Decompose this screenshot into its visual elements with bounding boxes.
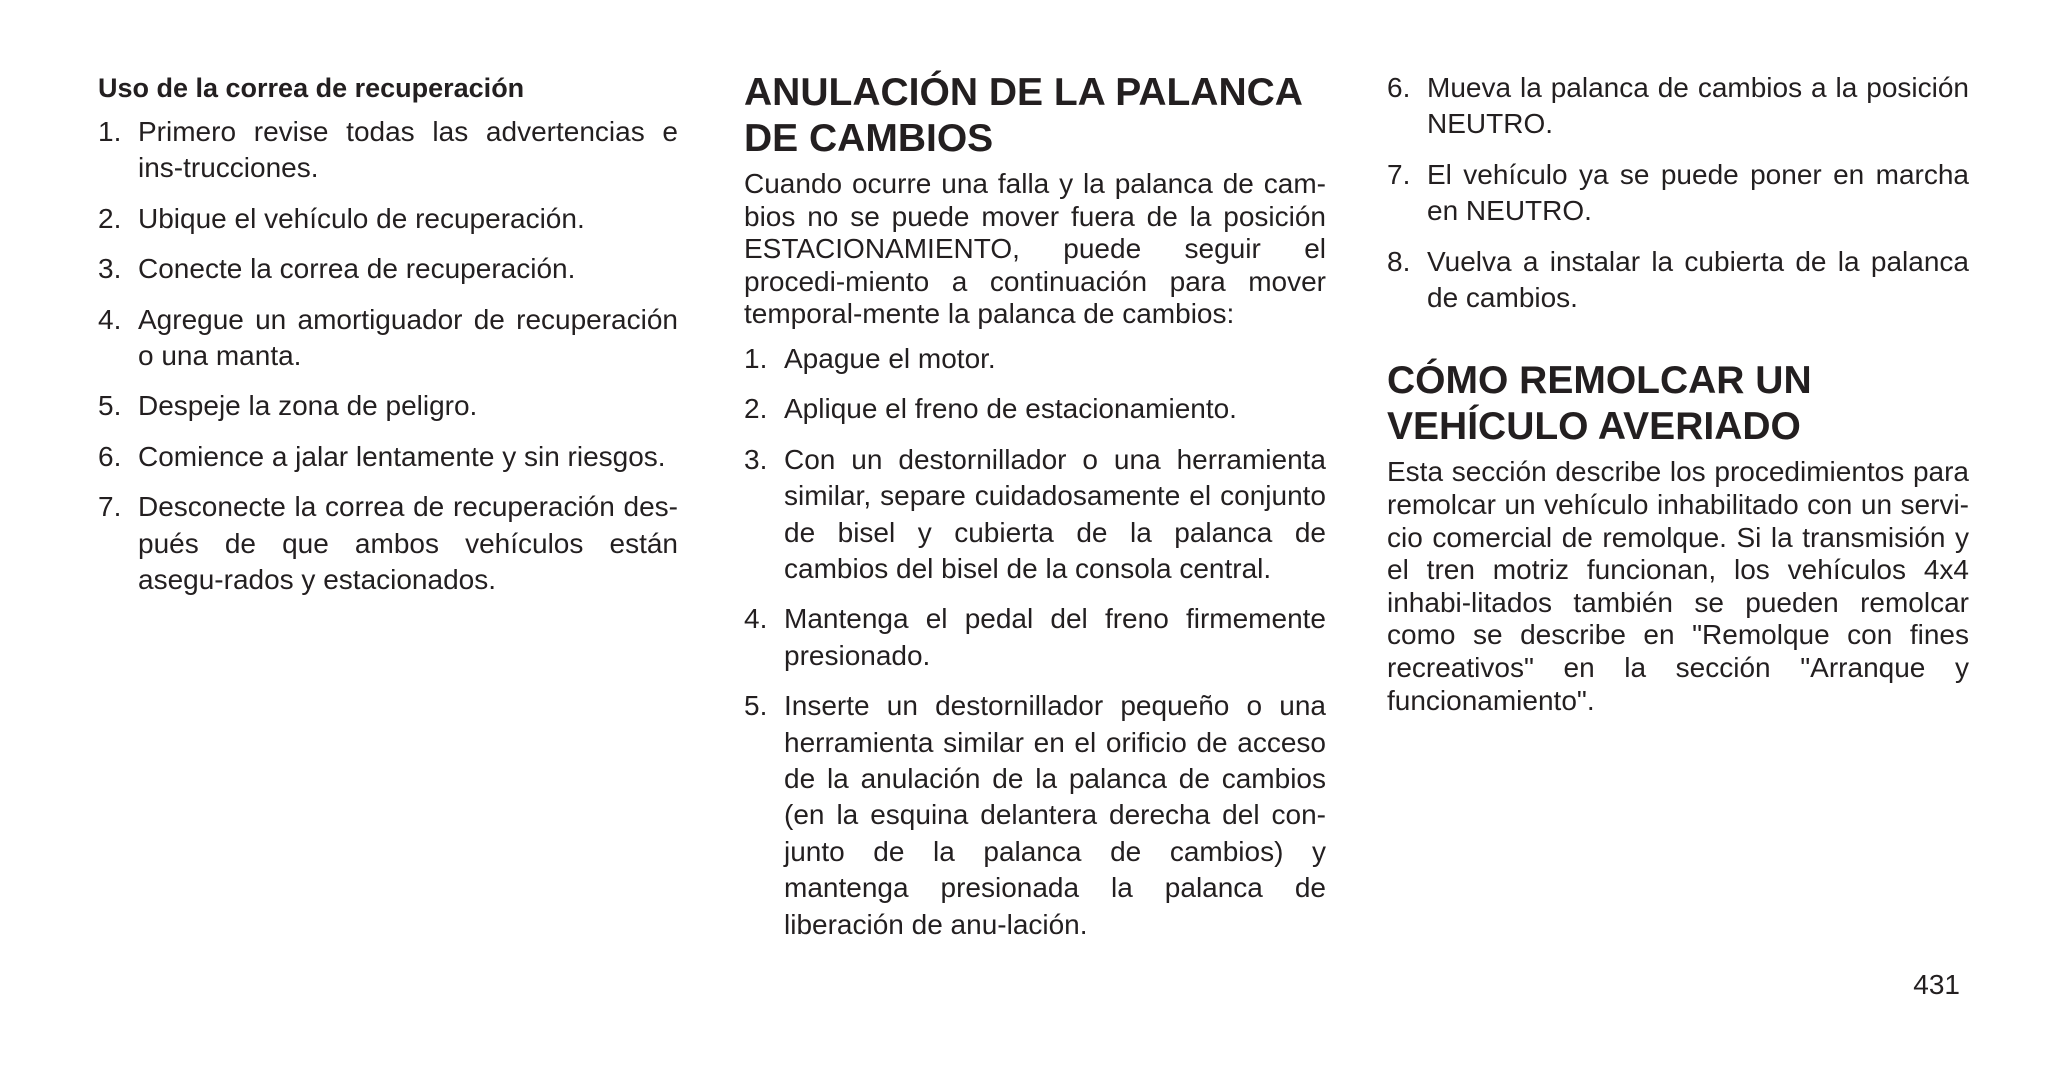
- list-item: [744, 601, 1326, 674]
- item-text: Apague el motor.: [784, 342, 996, 374]
- item-number: 4.: [744, 603, 768, 635]
- item-text: Mueva la palanca de cambios a la posición NEUTRO.: [1427, 72, 1969, 140]
- item-number: 3.: [744, 443, 768, 475]
- list-item: [744, 391, 1326, 427]
- item-number: 6.: [1387, 72, 1411, 103]
- item-text: Agregue un amortiguador de recuperación o una manta.: [138, 303, 678, 372]
- item-number: 8.: [1387, 245, 1411, 277]
- list-item: [1387, 244, 1969, 317]
- item-number: 1.: [744, 342, 768, 374]
- recovery-strap-subheading: Uso de la correa de recuperación: [98, 73, 525, 103]
- shift-override-intro: Cuando ocurre una falla y la palanca de cam-bios no se puede mover fuera de la posición ESTACIONAMIENTO, puede seguir el procedi-miento a continuación para mover temporal-mente la palanca de cambios:: [744, 168, 1326, 330]
- item-text: Mantenga el pedal del freno firmemente presionado.: [784, 603, 1326, 671]
- list-item: [744, 688, 1326, 943]
- item-number: 2.: [744, 393, 768, 425]
- list-item: [744, 341, 1326, 377]
- list-item: [98, 439, 678, 475]
- item-text: Conecte la correa de recuperación.: [138, 253, 576, 285]
- item-number: 3.: [98, 253, 122, 285]
- item-number: 5.: [744, 690, 768, 722]
- section-spacer: [1387, 330, 1969, 358]
- list-item: [1387, 157, 1969, 230]
- towing-heading: CÓMO REMOLCAR UN VEHÍCULO AVERIADO: [1387, 359, 1812, 449]
- shift-override-heading: ANULACIÓN DE LA PALANCA DE CAMBIOS: [744, 71, 1302, 160]
- list-item: [1387, 70, 1969, 143]
- right-column: [1387, 70, 1969, 727]
- item-number: 5.: [98, 390, 122, 422]
- item-text: Comience a jalar lentamente y sin riesgos.: [138, 440, 666, 472]
- shift-override-steps: [744, 341, 1326, 943]
- item-text: Despeje la zona de peligro.: [138, 390, 478, 422]
- item-number: 1.: [98, 116, 122, 147]
- list-item: [98, 114, 678, 187]
- list-item: [98, 489, 678, 598]
- list-item: [744, 442, 1326, 588]
- item-text: Inserte un destornillador pequeño o una herramienta similar en el orificio de acceso de la anulación de la palanca de cambios (en la esquina delantera derecha del con-junto de la palanca de cambios) y mantenga presionada la palanca de liberación de anu-lación.: [784, 690, 1326, 940]
- towing-paragraph: Esta sección describe los procedimientos para remolcar un vehículo inhabilitado con un servi-cio comercial de remolque. Si la transmisión y el tren motriz funcionan, los vehículos 4x4 inhabi-litados también se pueden remolcar como se describe en "Remolque con fines recreativos" en la sección "Arranque y funcionamiento".: [1387, 456, 1969, 716]
- item-text: Desconecte la correa de recuperación des-pués de que ambos vehículos están asegu-rados y estacionados.: [138, 491, 678, 596]
- item-number: 2.: [98, 202, 122, 234]
- list-item: [98, 251, 678, 287]
- item-number: 7.: [98, 491, 122, 523]
- item-number: 4.: [98, 303, 122, 335]
- left-column: [98, 70, 678, 612]
- item-number: 6.: [98, 440, 122, 472]
- recovery-strap-steps: [98, 114, 678, 598]
- item-text: Ubique el vehículo de recuperación.: [138, 202, 585, 234]
- page-number: 431: [1913, 969, 1960, 1000]
- list-item: [98, 201, 678, 237]
- item-text: Aplique el freno de estacionamiento.: [784, 393, 1237, 425]
- item-text: Con un destornillador o una herramienta similar, separe cuidadosamente el conjunto de bisel y cubierta de la palanca de cambios del bisel de la consola central.: [784, 443, 1326, 584]
- shift-override-steps-continued: [1387, 70, 1969, 316]
- list-item: [98, 302, 678, 375]
- item-text: El vehículo ya se puede poner en marcha en NEUTRO.: [1427, 158, 1969, 227]
- middle-column: [744, 70, 1326, 957]
- item-text: Vuelva a instalar la cubierta de la palanca de cambios.: [1427, 245, 1969, 314]
- item-number: 7.: [1387, 158, 1411, 190]
- list-item: [98, 388, 678, 424]
- item-text: Primero revise todas las advertencias e ins-trucciones.: [138, 116, 678, 184]
